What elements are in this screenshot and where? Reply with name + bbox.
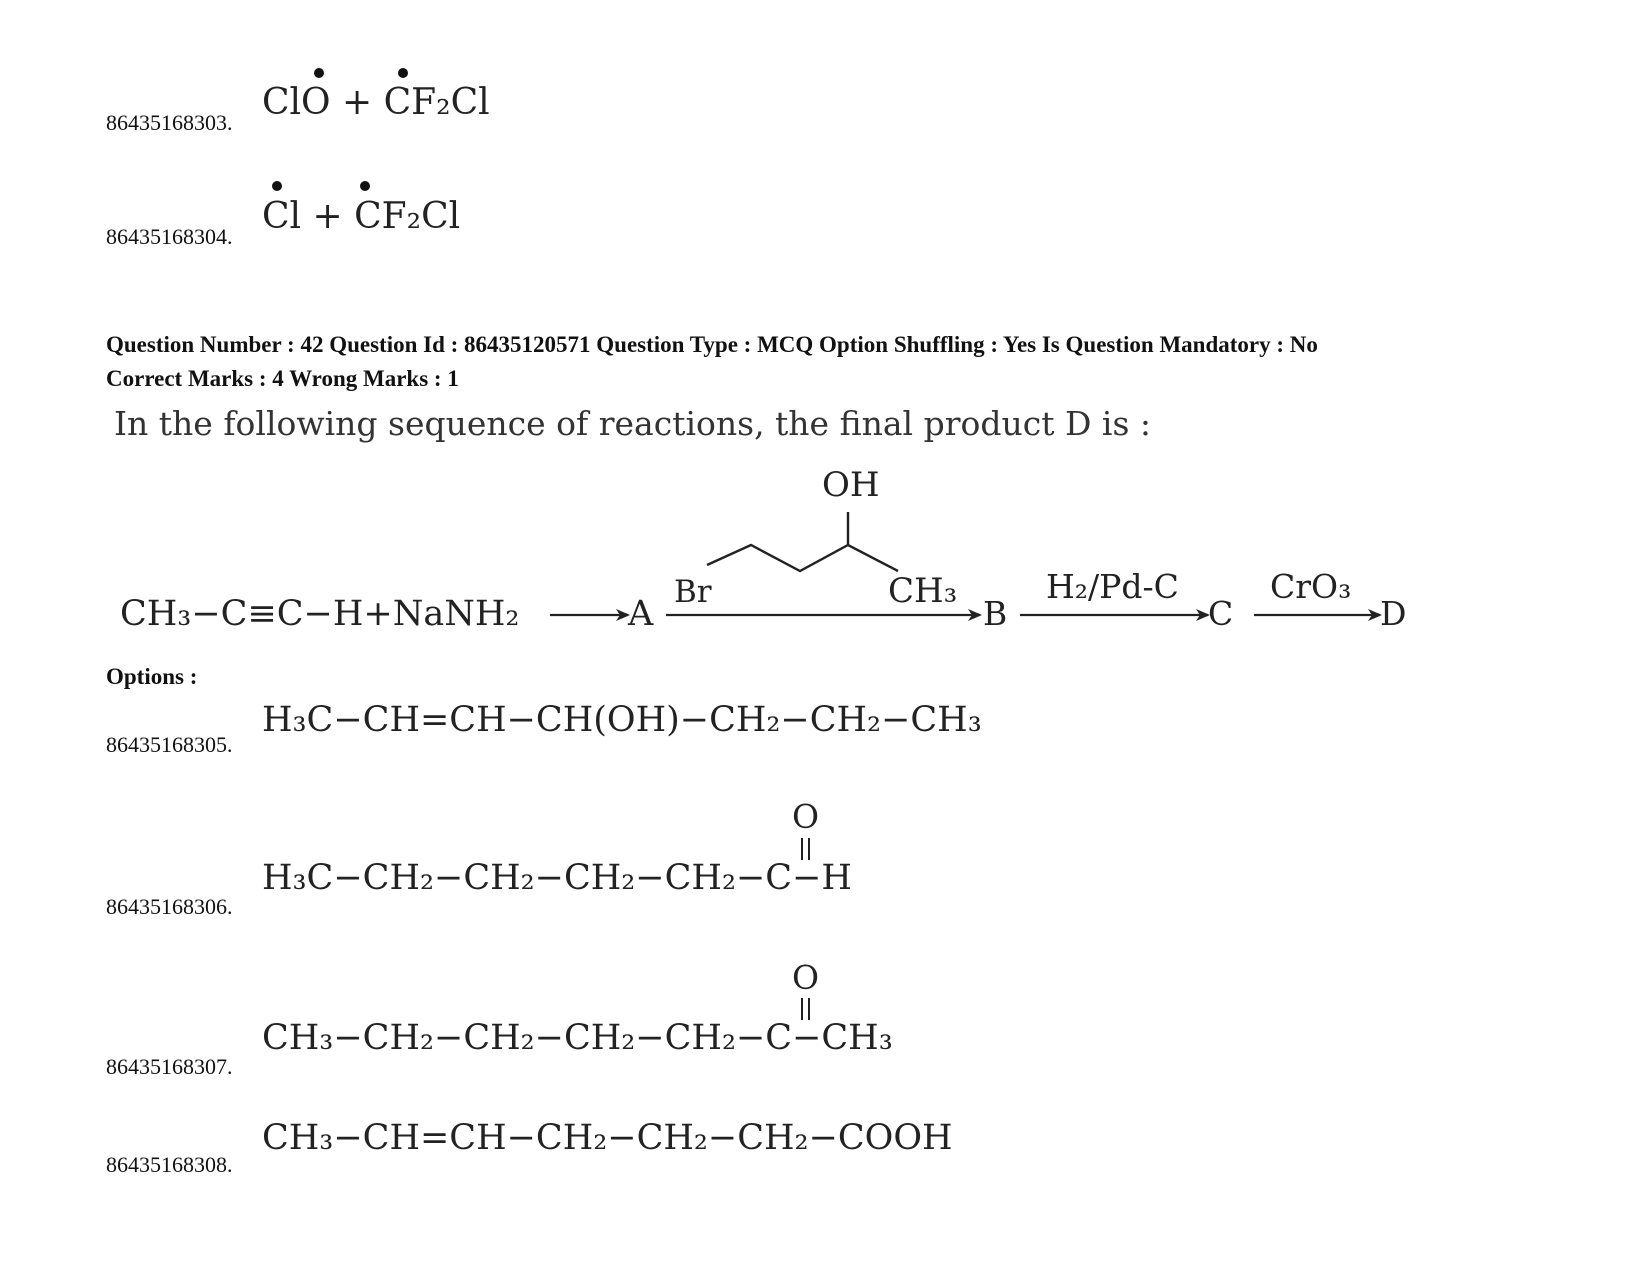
reagent-cro3: CrO₃	[1270, 567, 1352, 606]
carbonyl-oxygen: O	[792, 797, 820, 836]
product-d: D	[1380, 594, 1407, 633]
option-formula: H₃C−CH=CH−CH(OH)−CH₂−CH₂−CH₃	[262, 700, 982, 740]
options-label: Options :	[106, 664, 198, 689]
question-meta: Question Number : 42 Question Id : 86435120571 Question Type : MCQ Option Shuffling : Yes Is Question Mandatory : No	[106, 332, 1318, 357]
reagent-oh: OH	[822, 465, 880, 505]
option-number: 86435168306.	[106, 894, 233, 919]
option-formula: ClO + CF₂Cl	[262, 82, 490, 123]
reagent-ch3: CH₃	[888, 571, 958, 611]
option-number: 86435168304.	[106, 224, 233, 249]
question-text: In the following sequence of reactions, the final product D is :	[114, 404, 1151, 443]
option-number: 86435168308.	[106, 1152, 233, 1177]
option-formula: CH₃−CH₂−CH₂−CH₂−CH₂−C−CH₃	[262, 1018, 893, 1058]
option-number: 86435168305.	[106, 732, 233, 757]
option-number: 86435168307.	[106, 1054, 233, 1079]
intermediate-c: C	[1208, 594, 1234, 633]
reactant: CH₃−C≡C−H+NaNH₂	[120, 594, 520, 634]
option-formula: Cl + CF₂Cl	[262, 196, 461, 237]
reaction-scheme	[0, 450, 1651, 670]
option-formula: H₃C−CH₂−CH₂−CH₂−CH₂−C−H	[262, 858, 852, 898]
carbonyl-oxygen: O	[792, 958, 820, 997]
option-number: 86435168303.	[106, 110, 233, 135]
marks-meta: Correct Marks : 4 Wrong Marks : 1	[106, 366, 459, 391]
carbonyl-double-bond	[796, 998, 816, 1020]
intermediate-a: A	[628, 594, 654, 634]
reagent-br: Br	[674, 574, 712, 610]
option-formula: CH₃−CH=CH−CH₂−CH₂−CH₂−COOH	[262, 1118, 953, 1158]
reagent-skeleton	[707, 545, 898, 571]
carbonyl-double-bond	[796, 838, 816, 860]
intermediate-b: B	[983, 594, 1008, 633]
reagent-h2: H₂/Pd-C	[1046, 567, 1179, 606]
